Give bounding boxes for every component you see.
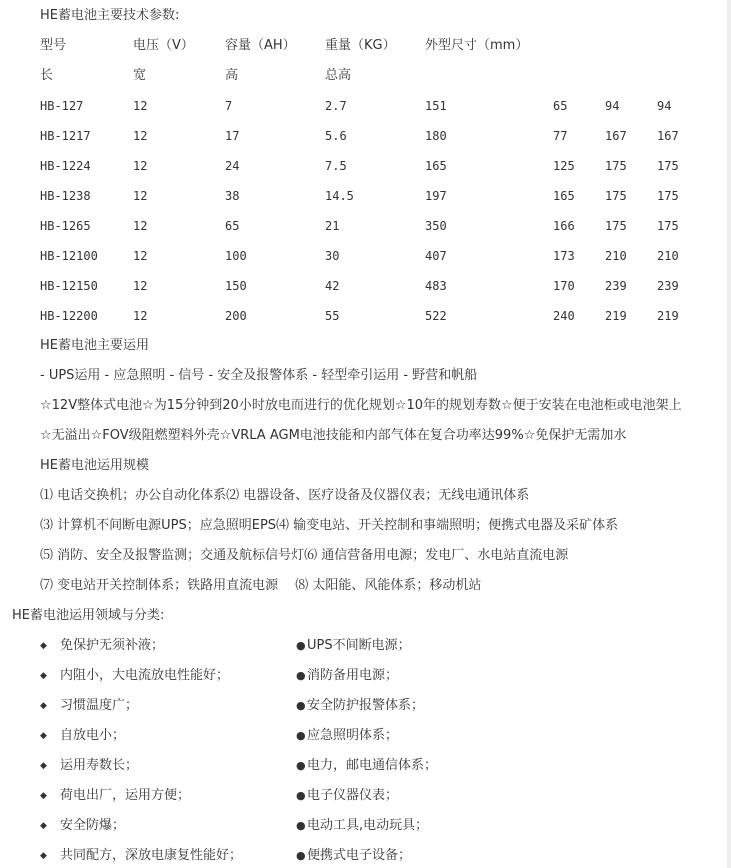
spec-cell: 7: [225, 99, 233, 113]
spec-cell: 42: [325, 279, 340, 293]
spec-cell: HB-1238: [40, 189, 91, 203]
field-application-item: 安全防护报警体系；: [307, 698, 425, 713]
scrollbar-track[interactable]: [727, 0, 731, 868]
field-application-item: 电动工具,电动玩具；: [307, 818, 429, 833]
field-feature-item: 自放电小；: [60, 728, 126, 743]
spec-header-capacity: 容量（AH）: [225, 38, 296, 53]
spec-cell: 483: [425, 279, 447, 293]
spec-cell: 239: [657, 279, 679, 293]
round-bullet-icon: ●: [296, 729, 306, 742]
round-bullet-icon: ●: [296, 849, 306, 862]
spec-cell: HB-127: [40, 99, 84, 113]
spec-subheader-height: 高: [225, 68, 239, 83]
spec-cell: 94: [605, 99, 620, 113]
diamond-bullet-icon: ◆: [40, 761, 47, 771]
spec-cell: 65: [553, 99, 568, 113]
spec-cell: 150: [225, 279, 247, 293]
spec-cell: 12: [133, 189, 148, 203]
field-application-item: 消防备用电源；: [307, 668, 399, 683]
spec-cell: 197: [425, 189, 447, 203]
spec-subheader-total-height: 总高: [325, 68, 352, 83]
scope-line-3: ⑸ 消防、安全及报警监测；交通及航标信号灯⑹ 通信营备用电源；发电厂、水电站直流电源: [40, 548, 569, 563]
spec-cell: 55: [325, 309, 340, 323]
spec-cell: 175: [605, 189, 627, 203]
diamond-bullet-icon: ◆: [40, 851, 47, 861]
field-feature-item: 安全防爆；: [60, 818, 126, 833]
spec-cell: 94: [657, 99, 672, 113]
scope-line-2: ⑶ 计算机不间断电源UPS；应急照明EPS⑷ 输变电站、开关控制和事端照明；便携式电器及采矿体系: [40, 518, 619, 533]
scope-title: HE蓄电池运用规模: [40, 458, 149, 473]
spec-cell: 175: [657, 159, 679, 173]
spec-cell: 24: [225, 159, 240, 173]
spec-title: HE蓄电池主要技术参数:: [40, 8, 180, 23]
spec-cell: 175: [605, 219, 627, 233]
spec-cell: 522: [425, 309, 447, 323]
spec-cell: 166: [553, 219, 575, 233]
spec-cell: 12: [133, 219, 148, 233]
spec-cell: 210: [605, 249, 627, 263]
spec-cell: 175: [657, 219, 679, 233]
spec-cell: 77: [553, 129, 568, 143]
diamond-bullet-icon: ◆: [40, 791, 47, 801]
field-application-item: 电力，邮电通信体系；: [307, 758, 438, 773]
fields-title: HE蓄电池运用领域与分类:: [12, 608, 165, 623]
spec-subheader-length: 长: [40, 68, 54, 83]
spec-cell: 210: [657, 249, 679, 263]
spec-cell: 7.5: [325, 159, 347, 173]
spec-cell: 125: [553, 159, 575, 173]
field-feature-item: 免保护无须补液；: [60, 638, 165, 653]
spec-cell: 350: [425, 219, 447, 233]
field-feature-item: 荷电出厂，运用方便；: [60, 788, 191, 803]
field-feature-item: 共同配方，深放电康复性能好；: [60, 848, 243, 863]
spec-cell: 175: [657, 189, 679, 203]
diamond-bullet-icon: ◆: [40, 671, 47, 681]
scope-line-1: ⑴ 电话交换机；办公自动化体系⑵ 电器设备、医疗设备及仪器仪表；无线电通讯体系: [40, 488, 530, 503]
spec-cell: 175: [605, 159, 627, 173]
field-feature-item: 运用寿数长；: [60, 758, 139, 773]
field-application-item: 电子仪器仪表；: [307, 788, 399, 803]
usage-line-3: ☆无溢出☆FOV级阻燃塑料外壳☆VRLA AGM电池技能和内部气体在复合功率达99%☆免保护无需加水: [40, 428, 627, 443]
spec-subheader-width: 宽: [133, 68, 147, 83]
diamond-bullet-icon: ◆: [40, 821, 47, 831]
spec-cell: 65: [225, 219, 240, 233]
spec-cell: 2.7: [325, 99, 347, 113]
spec-cell: 219: [657, 309, 679, 323]
spec-header-model: 型号: [40, 38, 67, 53]
field-feature-item: 习惯温度广；: [60, 698, 139, 713]
spec-cell: HB-12200: [40, 309, 98, 323]
scope-line-4: ⑺ 变电站开关控制体系；铁路用直流电源 ⑻ 太阳能、风能体系；移动机站: [40, 578, 482, 593]
field-application-item: UPS不间断电源；: [307, 638, 411, 653]
spec-cell: 12: [133, 279, 148, 293]
spec-cell: 151: [425, 99, 447, 113]
spec-cell: 38: [225, 189, 240, 203]
spec-cell: 165: [553, 189, 575, 203]
spec-cell: 100: [225, 249, 247, 263]
round-bullet-icon: ●: [296, 759, 306, 772]
spec-cell: 17: [225, 129, 240, 143]
spec-cell: 240: [553, 309, 575, 323]
spec-header-dimensions: 外型尺寸（mm）: [425, 38, 529, 53]
spec-header-voltage: 电压（V）: [133, 38, 194, 53]
spec-cell: 5.6: [325, 129, 347, 143]
spec-cell: 12: [133, 129, 148, 143]
spec-cell: 30: [325, 249, 340, 263]
spec-cell: 407: [425, 249, 447, 263]
spec-cell: 200: [225, 309, 247, 323]
field-application-item: 便携式电子设备；: [307, 848, 412, 863]
spec-cell: 21: [325, 219, 340, 233]
round-bullet-icon: ●: [296, 699, 306, 712]
spec-cell: 239: [605, 279, 627, 293]
spec-cell: 167: [605, 129, 627, 143]
round-bullet-icon: ●: [296, 669, 306, 682]
spec-cell: 14.5: [325, 189, 354, 203]
spec-cell: 165: [425, 159, 447, 173]
diamond-bullet-icon: ◆: [40, 701, 47, 711]
spec-cell: 173: [553, 249, 575, 263]
spec-cell: 12: [133, 309, 148, 323]
diamond-bullet-icon: ◆: [40, 641, 47, 651]
spec-cell: 12: [133, 159, 148, 173]
spec-cell: HB-12150: [40, 279, 98, 293]
round-bullet-icon: ●: [296, 639, 306, 652]
round-bullet-icon: ●: [296, 819, 306, 832]
spec-cell: HB-1265: [40, 219, 91, 233]
spec-cell: 12: [133, 99, 148, 113]
spec-cell: HB-12100: [40, 249, 98, 263]
field-feature-item: 内阻小，大电流放电性能好；: [60, 668, 230, 683]
spec-header-weight: 重量（KG）: [325, 38, 396, 53]
spec-cell: 167: [657, 129, 679, 143]
field-application-item: 应急照明体系；: [307, 728, 399, 743]
spec-cell: 170: [553, 279, 575, 293]
spec-cell: 12: [133, 249, 148, 263]
usage-title: HE蓄电池主要运用: [40, 338, 149, 353]
spec-cell: HB-1217: [40, 129, 91, 143]
usage-line-2: ☆12V整体式电池☆为15分钟到20小时放电而进行的优化规划☆10年的规划寿数☆便于安装在电池柜或电池架上: [40, 398, 682, 413]
round-bullet-icon: ●: [296, 789, 306, 802]
spec-cell: 219: [605, 309, 627, 323]
diamond-bullet-icon: ◆: [40, 731, 47, 741]
usage-line-1: - UPS运用 - 应急照明 - 信号 - 安全及报警体系 - 轻型牵引运用 - 野营和帆船: [40, 368, 478, 383]
spec-cell: 180: [425, 129, 447, 143]
spec-cell: HB-1224: [40, 159, 91, 173]
